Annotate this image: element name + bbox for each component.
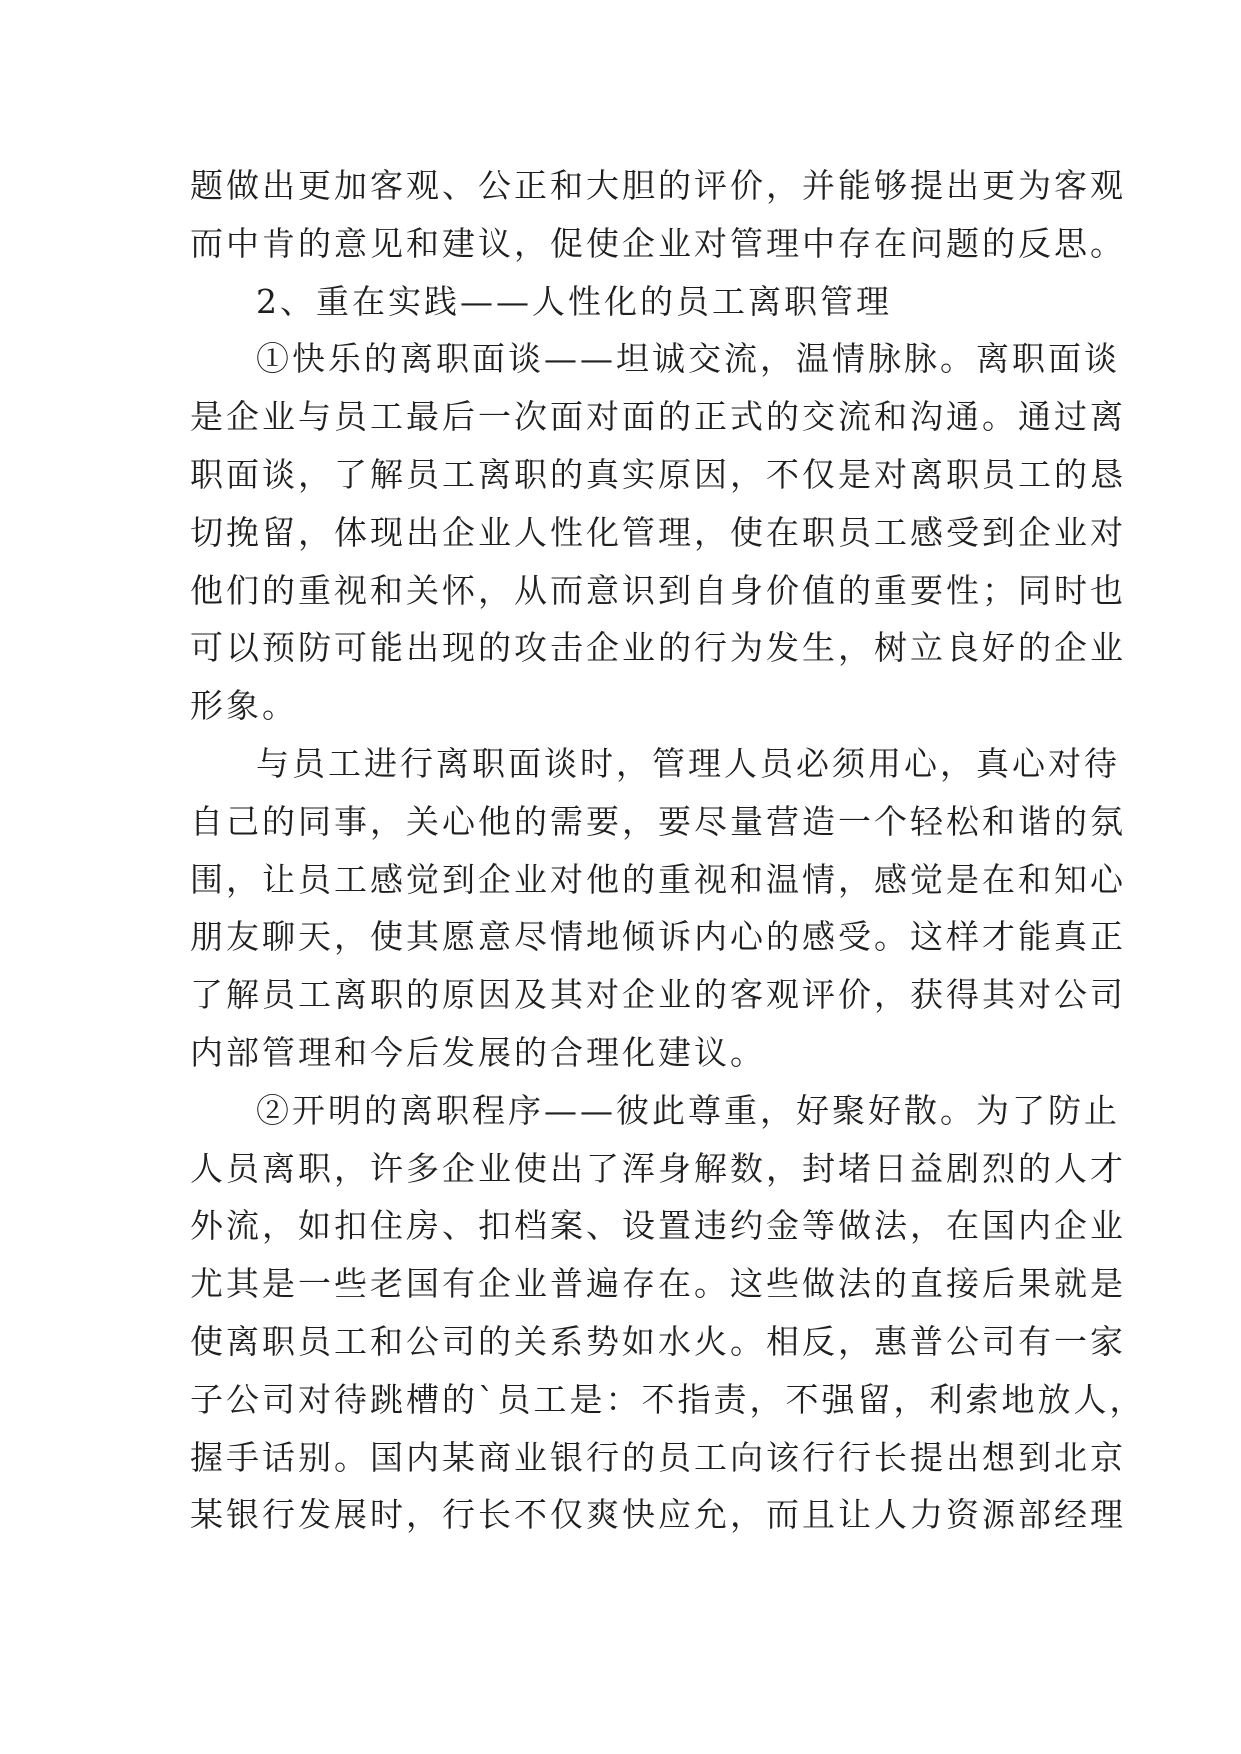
text-line: 是企业与员工最后一次面对面的正式的交流和沟通。通过离 xyxy=(190,397,1126,437)
text-line: 切挽留，体现出企业人性化管理，使在职员工感受到企业对 xyxy=(190,512,1126,552)
text-line: 外流，如扣住房、扣档案、设置违约金等做法，在国内企业 xyxy=(190,1206,1126,1246)
text-line: 而中肯的意见和建议，促使企业对管理中存在问题的反思。 xyxy=(190,223,1126,263)
text-line: 他们的重视和关怀，从而意识到自身价值的重要性；同时也 xyxy=(190,570,1126,610)
text-line: 职面谈，了解员工离职的真实原因，不仅是对离职员工的恳 xyxy=(190,454,1126,494)
text-line: 某银行发展时，行长不仅爽快应允，而且让人力资源部经理 xyxy=(190,1495,1126,1535)
text-line: 可以预防可能出现的攻击企业的行为发生，树立良好的企业 xyxy=(190,628,1126,668)
text-line: 握手话别。国内某商业银行的员工向该行行长提出想到北京 xyxy=(190,1437,1126,1477)
text-line: ①快乐的离职面谈——坦诚交流，温情脉脉。离职面谈 xyxy=(256,339,1120,379)
body-text xyxy=(190,157,1146,1544)
text-line: 人员离职，许多企业使出了浑身解数，封堵日益剧烈的人才 xyxy=(190,1148,1126,1188)
text-line: 了解员工离职的原因及其对企业的客观评价，获得其对公司 xyxy=(190,975,1126,1015)
text-line: 尤其是一些老国有企业普遍存在。这些做法的直接后果就是 xyxy=(190,1264,1126,1304)
text-line: 形象。 xyxy=(190,686,298,726)
text-line: ②开明的离职程序——彼此尊重，好聚好散。为了防止 xyxy=(256,1090,1120,1130)
text-line: 子公司对待跳槽的`员工是：不指责，不强留，利索地放人， xyxy=(190,1379,1146,1419)
text-line: 与员工进行离职面谈时，管理人员必须用心，真心对待 xyxy=(256,743,1120,783)
text-line: 围，让员工感觉到企业对他的重视和温情，感觉是在和知心 xyxy=(190,859,1126,899)
text-line: 朋友聊天，使其愿意尽情地倾诉内心的感受。这样才能真正 xyxy=(190,917,1126,957)
text-line: 题做出更加客观、公正和大胆的评价，并能够提出更为客观 xyxy=(190,166,1126,205)
section-heading: 2、重在实践——人性化的员工离职管理 xyxy=(256,281,892,321)
text-line: 内部管理和今后发展的合理化建议。 xyxy=(190,1032,766,1072)
text-line: 使离职员工和公司的关系势如水火。相反，惠普公司有一家 xyxy=(190,1321,1126,1361)
text-line: 自己的同事，关心他的需要，要尽量营造一个轻松和谐的氛 xyxy=(190,801,1126,841)
